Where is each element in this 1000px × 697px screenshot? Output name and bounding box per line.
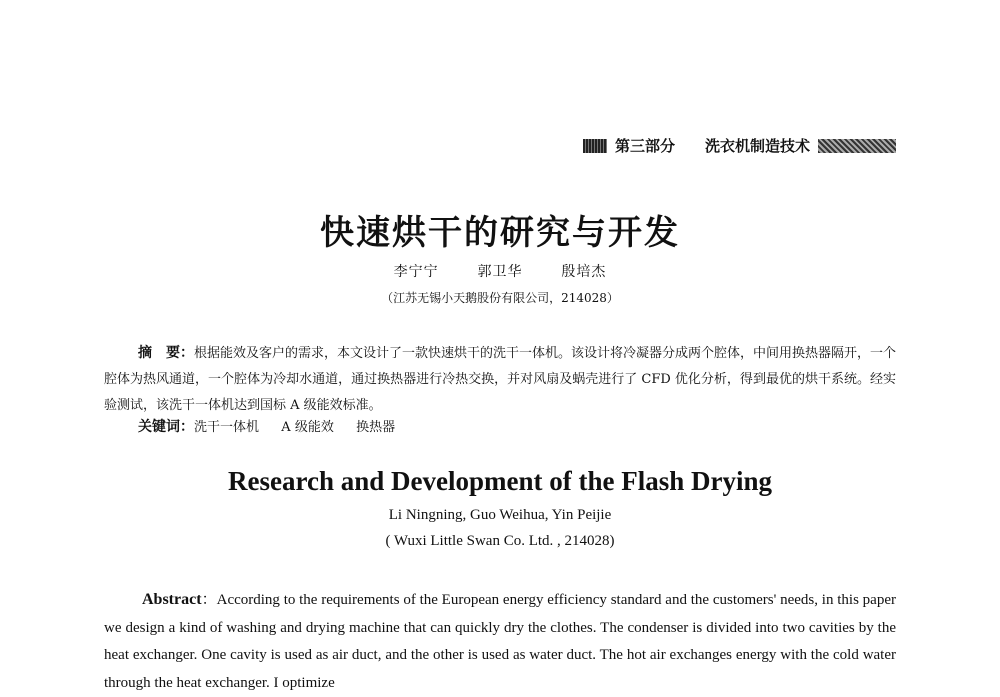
- header-ornament-right: [818, 139, 896, 153]
- chinese-abstract-text: 根据能效及客户的需求，本文设计了一款快速烘干的洗干一体机。该设计将冷凝器分成两个腔体，中间用换热器隔开，一个腔体为热风通道，一个腔体为冷却水通道，通过换热器进行冷热交换，并对风扇及蜗壳进行了 CFD 优化分析，得到最优的烘干系统。经实验测试，该洗干一体机达到国标 A 级能效标准。: [104, 346, 897, 413]
- english-title: Research and Development of the Flash Drying: [228, 466, 772, 496]
- english-abstract-text: According to the requirements of the European energy efficiency standard and the customers' needs, in this paper we design a kind of washing and drying machine that can quickly dry the clothes. The condenser is divided into two cavities by the heat exchanger. One cavity is used as air duct, and the other is used as water duct. The hot air exchanges energy with the cold water through the heat exchanger. I optimize: [104, 592, 896, 691]
- author-1: 李宁宁: [393, 264, 439, 280]
- english-abstract-colon: ：: [201, 592, 217, 608]
- author-3: 殷培杰: [561, 264, 607, 280]
- english-affiliation: ( Wuxi Little Swan Co. Ltd. , 214028): [385, 533, 615, 549]
- chinese-keywords: [138, 414, 395, 441]
- running-header: [583, 135, 896, 156]
- chinese-affiliation: （江苏无锡小天鹅股份有限公司，214028）: [381, 291, 619, 305]
- chinese-authors: [0, 261, 1000, 281]
- keyword-2: A 级能效: [281, 420, 334, 435]
- chinese-abstract: [104, 340, 896, 419]
- keyword-1: 洗干一体机: [194, 420, 260, 435]
- english-abstract-label: Abstract: [142, 591, 202, 608]
- keywords-label: 关键词：: [138, 419, 194, 435]
- chinese-abstract-label: 摘 要：: [138, 345, 194, 361]
- author-2: 郭卫华: [477, 264, 523, 280]
- header-ornament-left: [583, 139, 607, 153]
- header-part: 第三部分: [614, 137, 675, 155]
- chinese-title: 快速烘干的研究与开发: [320, 213, 680, 253]
- header-section: 洗衣机制造技术: [704, 137, 810, 155]
- keyword-3: 换热器: [356, 420, 396, 435]
- english-authors: Li Ningning, Guo Weihua, Yin Peijie: [388, 507, 612, 523]
- english-abstract: [104, 586, 896, 697]
